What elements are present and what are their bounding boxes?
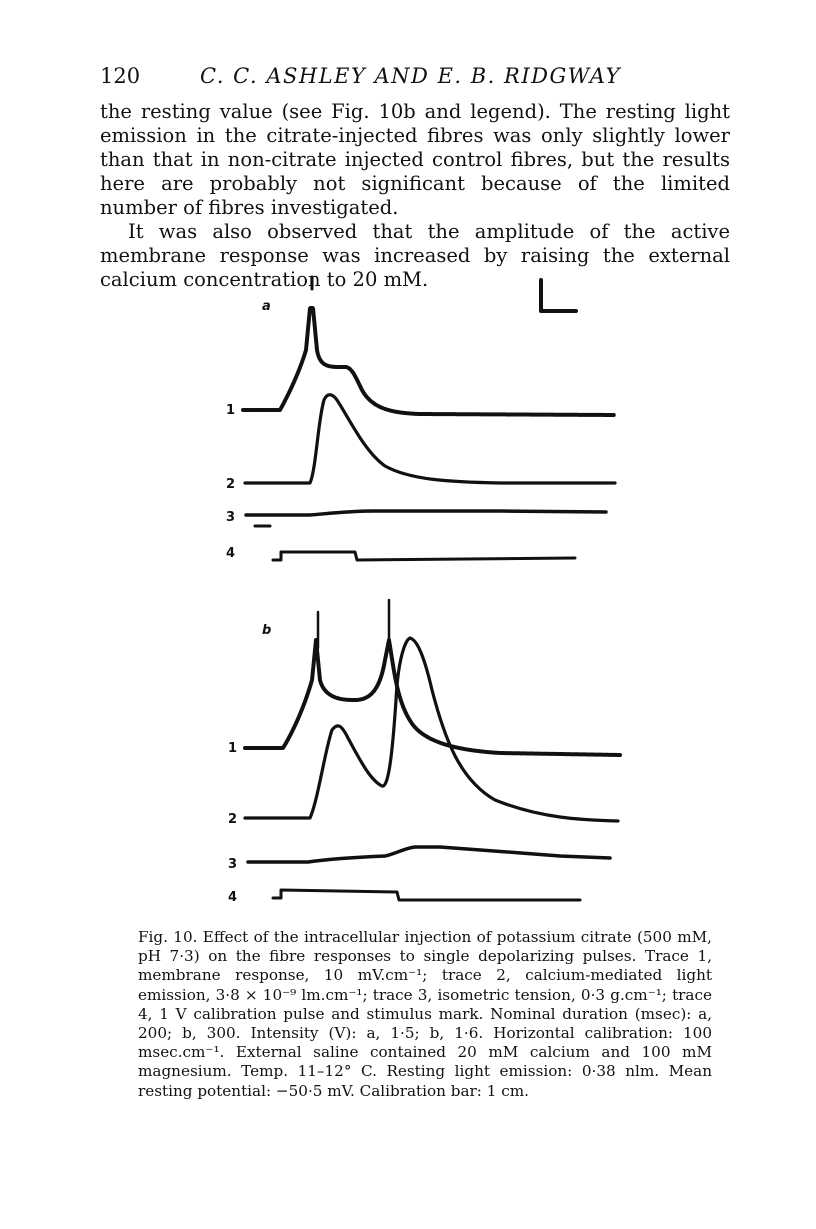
trace-2-a bbox=[245, 395, 615, 483]
paragraph-1: the resting value (see Fig. 10b and legend). The resting light emission in the citrate-injected fibres was only slightly lower than that in non-citrate injected control fibres, but the results here are probably not significant because of the limited number of fibres investigated. bbox=[100, 100, 730, 219]
trace-label-b-4: 4 bbox=[228, 890, 238, 905]
paragraph-2: It was also observed that the amplitude of the active membrane response was increased by raising the external calcium concentration to 20 mM. bbox=[100, 220, 730, 291]
page-number: 120 bbox=[100, 64, 141, 88]
calibration-bar bbox=[541, 280, 576, 311]
caption-text: Fig. 10. Effect of the intracellular injection of potassium citrate (500 mM, pH 7·3) on the fibre responses to single depolarizing pulses. Trace 1, membrane response, 10 mV.cm⁻¹; trace 2, calcium-mediated light emission, 3·8 × 10⁻⁹ lm.cm⁻¹; trace 3, isometric tension, 0·3 g.cm⁻¹; trace 4, 1 V calibration pulse and stimulus mark. Nominal duration (msec): a, 200; b, 300. Intensity (V): a, 1·5; b, 1·6. Horizontal calibration: 100 msec.cm⁻¹. External saline contained 20 mM calcium and 100 mM magnesium. Temp. 11–12° C. Resting light emission: 0·38 nlm. Mean resting potential: −50·5 mV. Calibration bar: 1 cm. bbox=[138, 928, 712, 1100]
panel-label-a: a bbox=[262, 299, 271, 314]
running-title: C. C. ASHLEY AND E. B. RIDGWAY bbox=[200, 64, 621, 88]
trace-label-b-1: 1 bbox=[228, 741, 238, 756]
trace-label-a-2: 2 bbox=[226, 477, 236, 492]
trace-label-a-1: 1 bbox=[226, 403, 236, 418]
trace-label-a-4: 4 bbox=[226, 546, 236, 561]
trace-1-a bbox=[243, 308, 615, 415]
trace-label-b-3: 3 bbox=[228, 857, 238, 872]
trace-2-b bbox=[245, 638, 618, 821]
trace-4-b bbox=[273, 890, 580, 900]
trace-3-a bbox=[246, 511, 606, 515]
figure-caption bbox=[138, 928, 712, 1101]
panel-label-b: b bbox=[262, 623, 272, 638]
trace-3-b bbox=[248, 847, 610, 862]
trace-4-a bbox=[273, 552, 575, 560]
trace-label-a-3: 3 bbox=[226, 510, 236, 525]
trace-label-b-2: 2 bbox=[228, 812, 238, 827]
